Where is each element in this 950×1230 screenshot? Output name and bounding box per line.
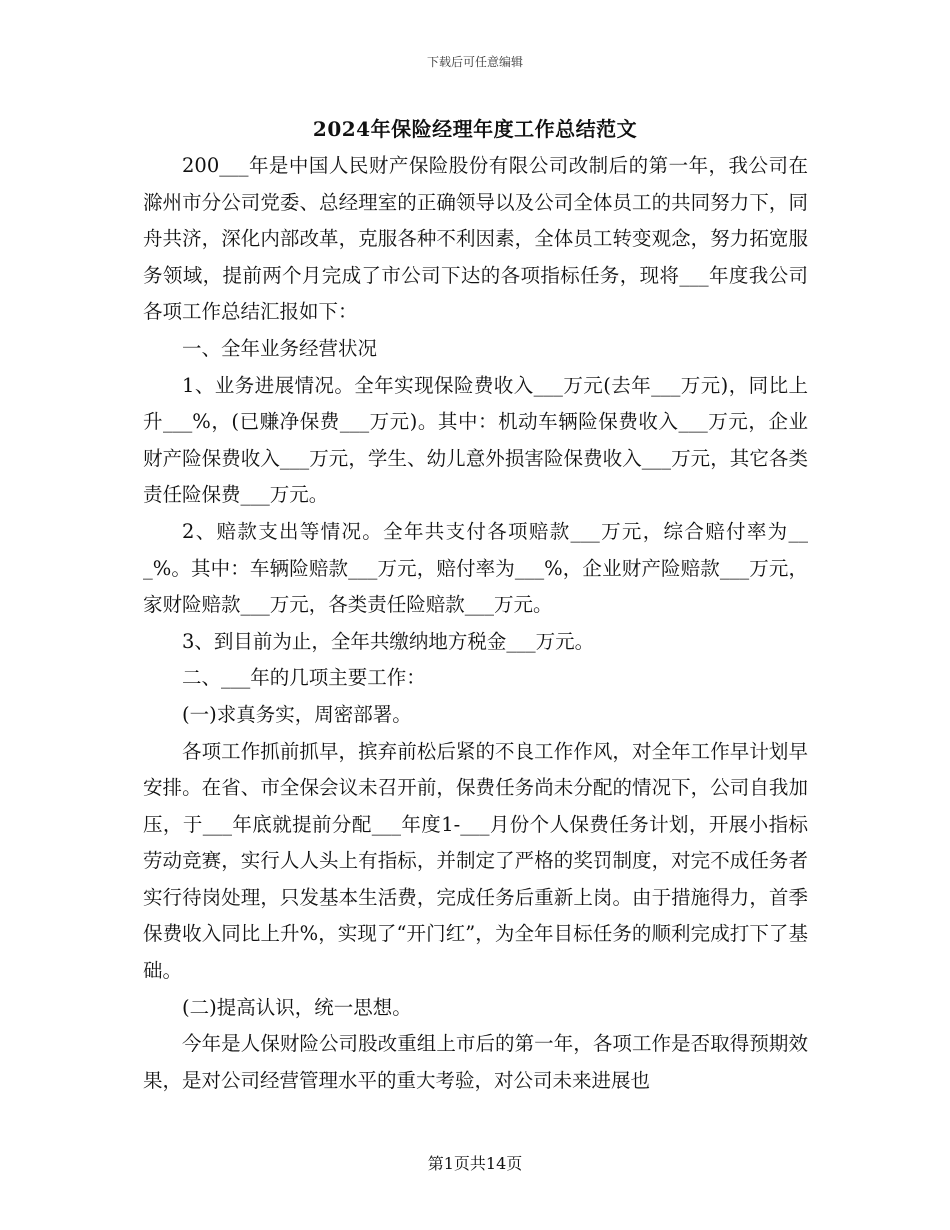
header-note: 下载后可任意编辑	[426, 55, 523, 69]
section-heading: 一、全年业务经营状况	[182, 336, 378, 360]
paragraph: 1、业务进展情况。全年实现保险费收入___万元(去年___万元)，同比上升___%，(已赚净保费___万元)。其中：机动车辆险保费收入___万元，企业财产险保费收入___万元，学生、幼儿意外损害险保费收入___万元，其它各类责任险保费___万元。	[143, 373, 808, 507]
paragraph: 200___年是中国人民财产保险股份有限公司改制后的第一年，我公司在滁州市分公司党委、总经理室的正确领导以及公司全体员工的共同努力下，同舟共济，深化内部改革，克服各种不利因素，全体员工转变观念，努力拓宽服务领域，提前两个月完成了市公司下达的各项指标任务，现将___年度我公司各项工作总结汇报如下：	[143, 154, 808, 324]
subsection-heading: (二)提高认识，统一思想。	[182, 995, 412, 1019]
paragraph: 今年是人保财险公司股改重组上市后的第一年，各项工作是否取得预期效果，是对公司经营管理水平的重大考验，对公司未来进展也	[143, 1032, 808, 1092]
paragraph: 2、赔款支出等情况。全年共支付各项赔款___万元，综合赔付率为___%。其中：车辆险赔款___万元，赔付率为___%，企业财产险赔款___万元，家财险赔款___万元，各类责任险赔款___万元。	[143, 519, 808, 617]
document-title: 2024年保险经理年度工作总结范文	[312, 117, 638, 141]
subsection-heading: (一)求真务实，周密部署。	[182, 702, 412, 726]
section-heading: 二、___年的几项主要工作：	[182, 666, 426, 690]
document-body	[143, 148, 808, 1099]
paragraph: 各项工作抓前抓早，摈弃前松后紧的不良工作作风，对全年工作早计划早安排。在省、市全保会议未召开前，保费任务尚未分配的情况下，公司自我加压，于___年底就提前分配___年度1-___月份个人保费任务计划，开展小指标劳动竞赛，实行人人头上有指标，并制定了严格的奖罚制度，对完不成任务者实行待岗处理，只发基本生活费，完成任务后重新上岗。由于措施得力，首季保费收入同比上升%，实现了“开门红”，为全年目标任务的顺利完成打下了基础。	[143, 739, 808, 983]
page-number: 第1页共14页	[427, 1154, 523, 1173]
paragraph: 3、到目前为止，全年共缴纳地方税金___万元。	[182, 629, 595, 653]
